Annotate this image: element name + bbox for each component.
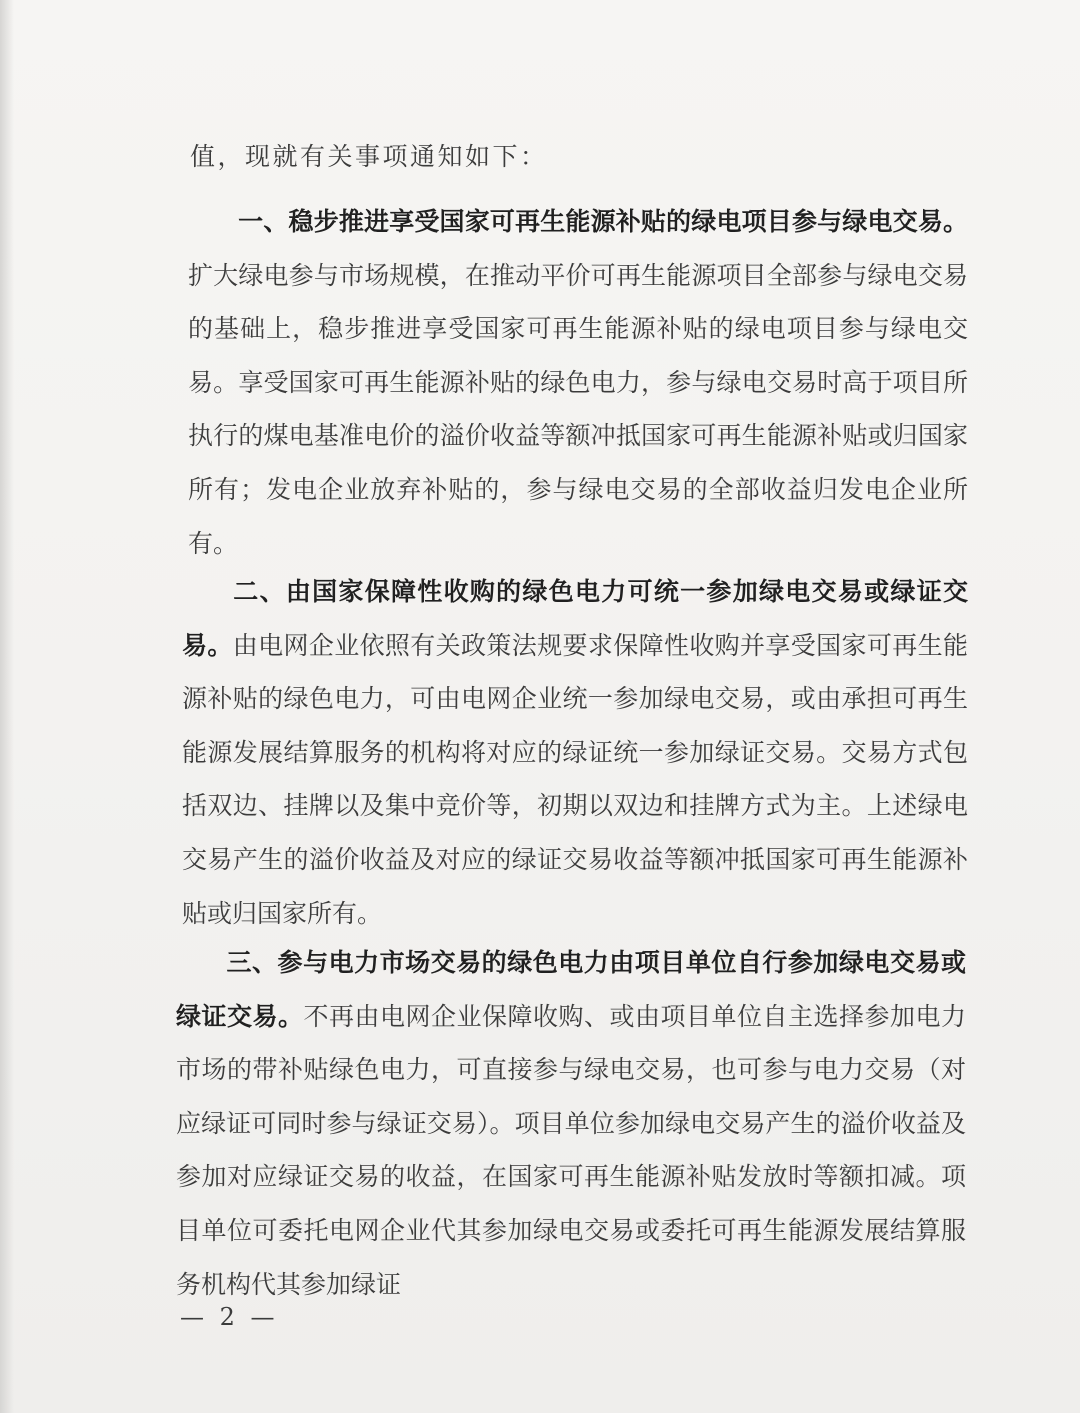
section-1-heading: 一、稳步推进享受国家可再生能源补贴的绿电项目参与绿电交易。 (238, 207, 968, 236)
section-1-paragraph (188, 195, 968, 570)
section-2-heading: 二、由国家保障性收购的绿色电力可统一参加绿电交易或绿证交易。 (182, 577, 968, 660)
section-3-heading: 三、参与电力市场交易的绿色电力由项目单位自行参加绿电交易或绿证交易。 (176, 948, 966, 1031)
section-2-paragraph (182, 565, 968, 940)
section-3-body: 不再由电网企业保障收购、或由项目单位自主选择参加电力市场的带补贴绿色电力，可直接参与绿电交易，也可参与电力交易（对应绿证可同时参与绿证交易）。项目单位参加绿电交易产生的溢价收益及参加对应绿证交易的收益，在国家可再生能源补贴发放时等额扣减。项目单位可委托电网企业代其参加绿电交易或委托可再生能源发展结算服务机构代其参加绿证 (176, 1001, 966, 1299)
page-number: — 2 — (180, 1303, 279, 1331)
section-3-paragraph (176, 936, 966, 1311)
section-2-body: 由电网企业依照有关政策法规要求保障性收购并享受国家可再生能源补贴的绿色电力，可由电网企业统一参加绿电交易，或由承担可再生能源发展结算服务的机构将对应的绿证统一参加绿证交易。交易方式包括双边、挂牌以及集中竞价等，初期以双边和挂牌方式为主。上述绿电交易产生的溢价收益及对应的绿证交易收益等额冲抵国家可再生能源补贴或归国家所有。 (182, 630, 968, 928)
section-1-body: 扩大绿电参与市场规模，在推动平价可再生能源项目全部参与绿电交易的基础上，稳步推进享受国家可再生能源补贴的绿电项目参与绿电交易。享受国家可再生能源补贴的绿色电力，参与绿电交易时高于项目所执行的煤电基准电价的溢价收益等额冲抵国家可再生能源补贴或归国家所有；发电企业放弃补贴的，参与绿电交易的全部收益归发电企业所有。 (188, 260, 968, 558)
opening-line: 值，现就有关事项通知如下： (190, 142, 548, 171)
